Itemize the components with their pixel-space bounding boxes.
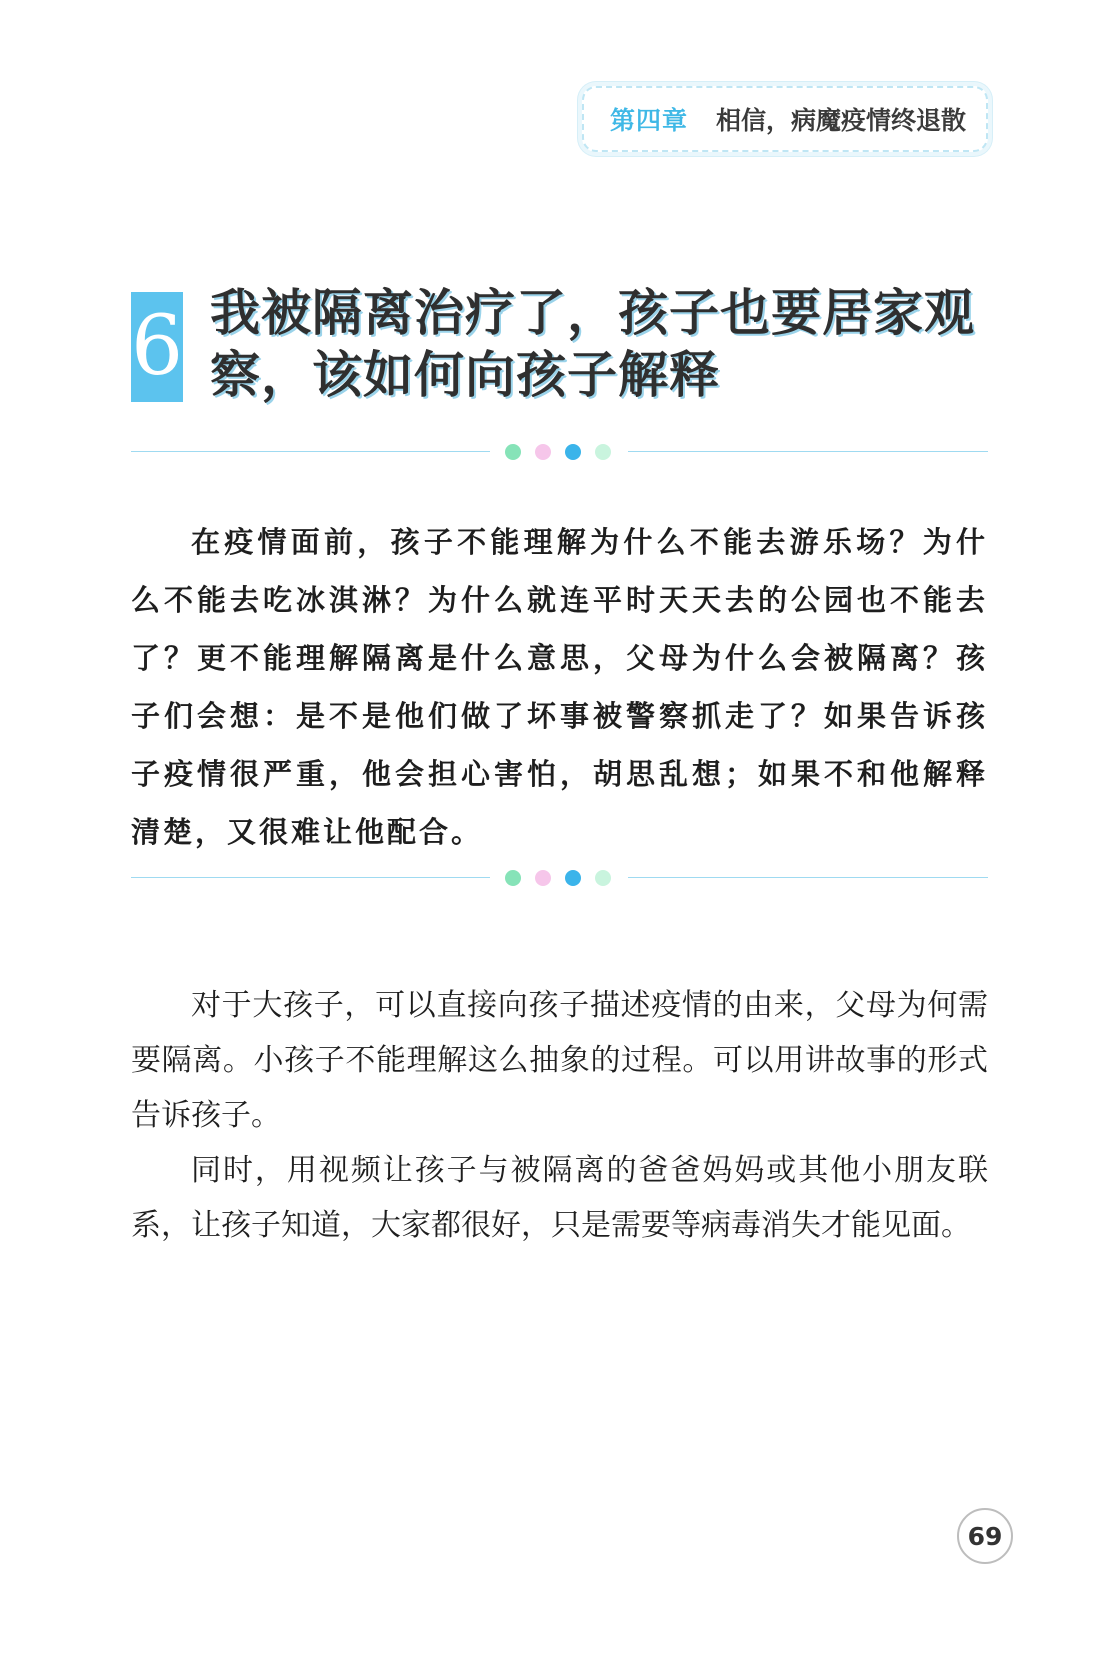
body-paragraph-2: 同时，用视频让孩子与被隔离的爸爸妈妈或其他小朋友联系，让孩子知道，大家都很好，只是需要等病毒消失才能见面。 [131, 1153, 988, 1243]
divider-line [131, 877, 490, 878]
divider-dot-green [505, 870, 521, 886]
section-number-badge: 6 [131, 292, 183, 402]
divider-top [131, 442, 988, 462]
divider-dot-green [505, 444, 521, 460]
divider-dot-blue [565, 444, 581, 460]
divider-bottom [131, 868, 988, 888]
divider-dot-pink [535, 444, 551, 460]
divider-line [628, 451, 988, 452]
divider-dot-pink [535, 870, 551, 886]
body-text [131, 978, 988, 1253]
page-number: 69 [957, 1508, 1013, 1564]
intro-paragraph: 在疫情面前，孩子不能理解为什么不能去游乐场？为什么不能去吃冰淇淋？为什么就连平时天天去的公园也不能去了？更不能理解隔离是什么意思，父母为什么会被隔离？孩子们会想：是不是他们做了坏事被警察抓走了？如果告诉孩子疫情很严重，他会担心害怕，胡思乱想；如果不和他解释清楚，又很难让他配合。 [131, 525, 988, 849]
chapter-number: 第四章 [610, 106, 689, 135]
divider-dot-blue [565, 870, 581, 886]
chapter-title: 相信，病魔疫情终退散 [716, 106, 967, 135]
divider-dot-mint [595, 444, 611, 460]
divider-line [131, 451, 490, 452]
divider-dot-mint [595, 870, 611, 886]
body-paragraph-1: 对于大孩子，可以直接向孩子描述疫情的由来，父母为何需要隔离。小孩子不能理解这么抽象的过程。可以用讲故事的形式告诉孩子。 [131, 988, 988, 1133]
section-title: 我被隔离治疗了，孩子也要居家观察，该如何向孩子解释 [210, 283, 975, 404]
divider-line [628, 877, 988, 878]
chapter-header-badge [582, 86, 988, 152]
